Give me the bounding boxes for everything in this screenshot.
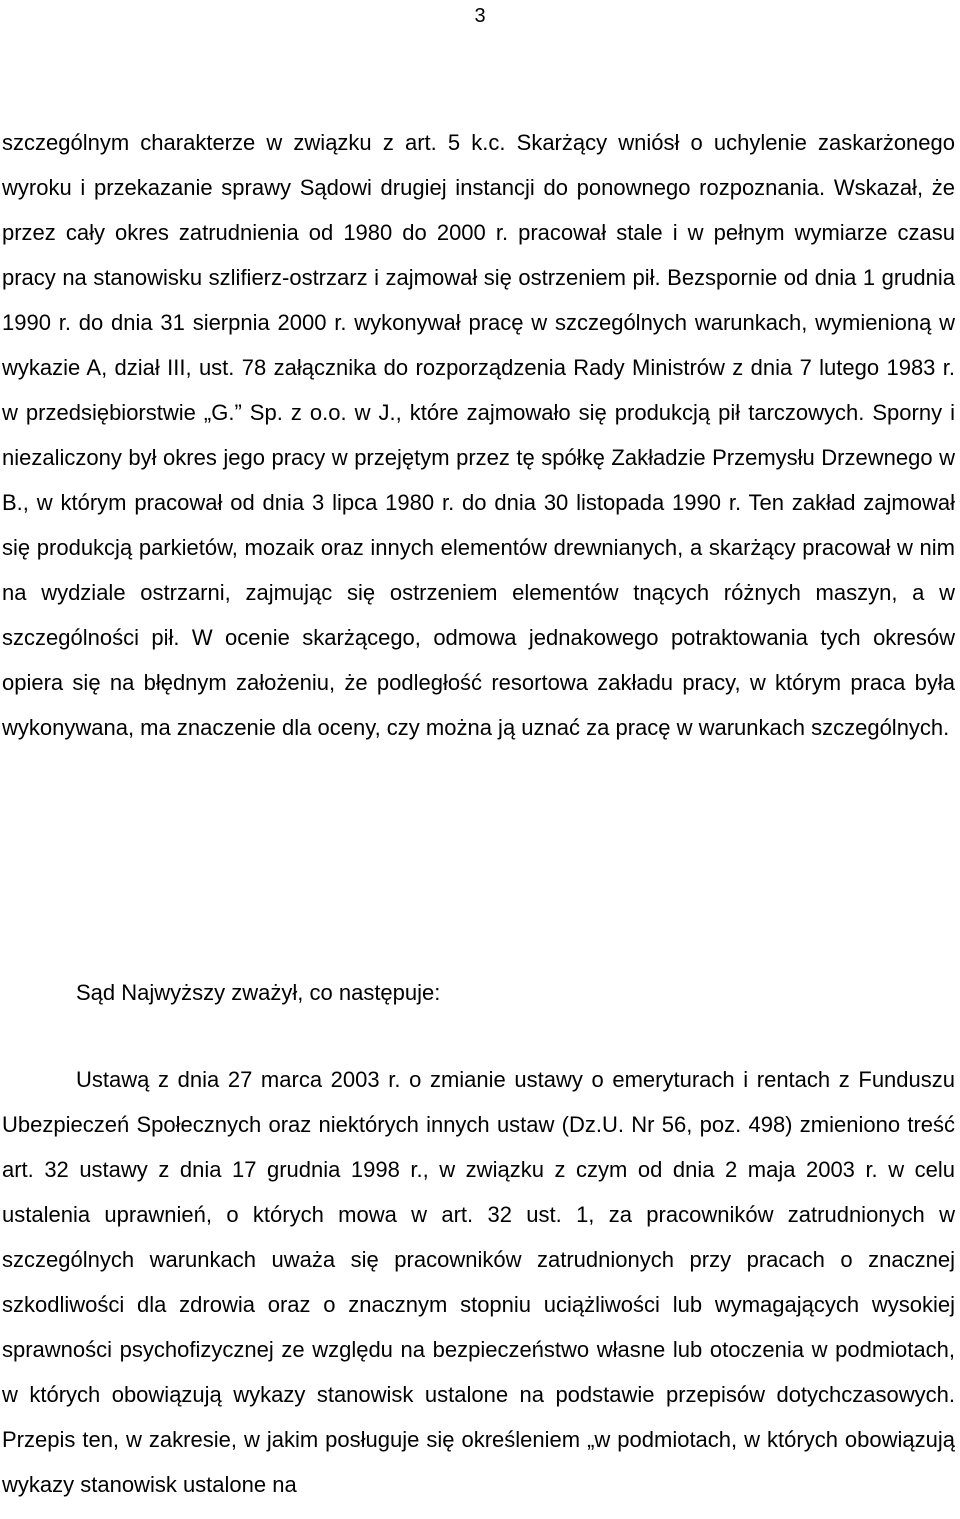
paragraph-legal-reasoning: Ustawą z dnia 27 marca 2003 r. o zmianie ustawy o emeryturach i rentach z Funduszu Ubezpieczeń Społecznych oraz niektórych innych ustaw (Dz.U. Nr 56, poz. 498) zmieniono treść art. 32 ustawy z dnia 17 grudnia 1998 r., w związku z czym od dnia 2 maja 2003 r. w celu ustalenia uprawnień, o których mowa w art. 32 ust. 1, za pracowników zatrudnionych w szczególnych warunkach uważa się pracowników zatrudnionych przy pracach o znacznej szkodliwości dla zdrowia oraz o znacznym stopniu uciążliwości lub wymagających wysokiej sprawności psychofizycznej ze względu na bezpieczeństwo własne lub otoczenia w podmiotach, w których obowiązują wykazy stanowisk ustalone na podstawie przepisów dotychczasowych. Przepis ten, w zakresie, w jakim posługuje się określeniem „w podmiotach, w których obowiązują wykazy stanowisk ustalone na bbox=[2, 1067, 955, 1497]
paragraph-case-summary: szczególnym charakterze w związku z art. 5 k.c. Skarżący wniósł o uchylenie zaskarżonego wyroku i przekazanie sprawy Sądowi drugiej instancji do ponownego rozpoznania. Wskazał, że przez cały okres zatrudnienia od 1980 do 2000 r. pracował stale i w pełnym wymiarze czasu pracy na stanowisku szlifierz-ostrzarz i zajmował się ostrzeniem pił. Bezspornie od dnia 1 grudnia 1990 r. do dnia 31 sierpnia 2000 r. wykonywał pracę w szczególnych warunkach, wymienioną w wykazie A, dział III, ust. 78 załącznika do rozporządzenia Rady Ministrów z dnia 7 lutego 1983 r. w przedsiębiorstwie „G.” Sp. z o.o. w J., które zajmowało się produkcją pił tarczowych. Sporny i niezaliczony był okres jego pracy w przejętym przez tę spółkę Zakładzie Przemysłu Drzewnego w B., w którym pracował od dnia 3 lipca 1980 r. do dnia 30 listopada 1990 r. Ten zakład zajmował się produkcją parkietów, mozaik oraz innych elementów drewnianych, a skarżący pracował w nim na wydziale ostrzarni, zajmując się ostrzeniem elementów tnących różnych maszyn, a w szczególności pił. W ocenie skarżącego, odmowa jednakowego potraktowania tych okresów opiera się na błędnym założeniu, że podległość resortowa zakładu pracy, w którym praca była wykonywana, ma znaczenie dla oceny, czy można ją uznać za pracę w warunkach szczególnych. bbox=[2, 130, 955, 740]
paragraph-court-heading: Sąd Najwyższy zważył, co następuje: bbox=[76, 980, 441, 1005]
page-number: 3 bbox=[474, 5, 486, 27]
